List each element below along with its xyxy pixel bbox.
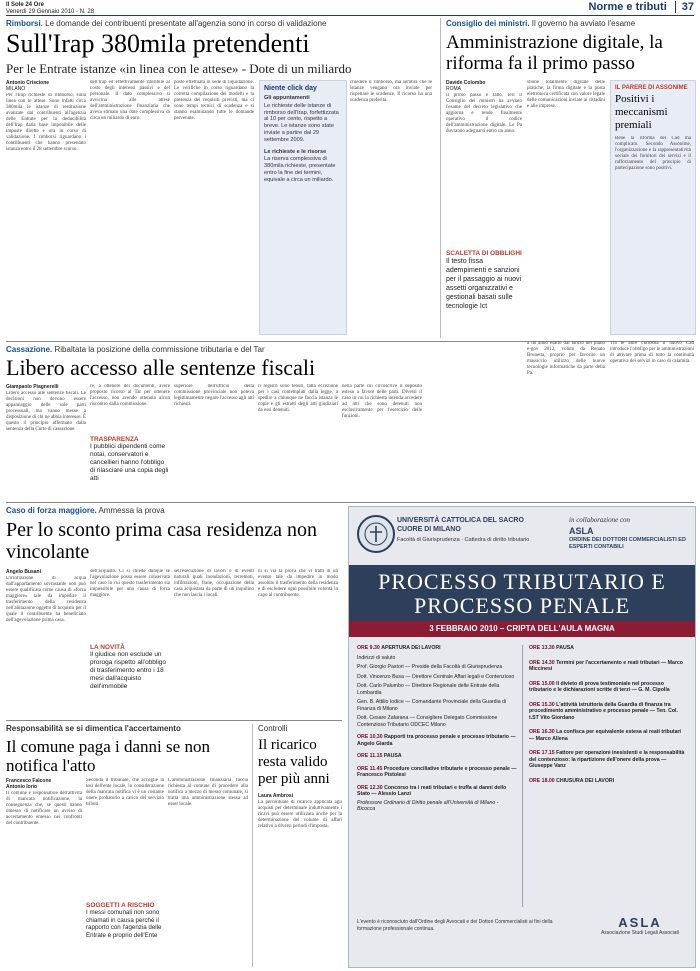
scaletta-text: Il testo fissa adempimenti e sanzioni per il passaggio ai nuovi assetti organizzativi e gestionali basati sulle tecnologie Ict xyxy=(446,258,522,310)
program-item: ORE 14.30 Termini per l'accertamento e reati tributari — Marco Miccinesi xyxy=(529,659,683,672)
irap-column-4: chiedere il rimborso, ma sembra che le istanze vengano ora inviate per rispettare le scadenze. Il ricorso ha una scadenza preferita. xyxy=(350,80,432,103)
program-divider xyxy=(522,645,523,907)
irap-column-3: poste effettuata in sede di liquidazione. Le verifiche in corso riguardano la corretta compilazione dei modelli e la presenza dei requisiti previsti, ma ci sono tempi tecnici di scadenza e si stanno esaminando tutte le domande pervenute. xyxy=(174,80,254,121)
parere-box xyxy=(610,80,696,335)
newspaper-name: Il Sole 24 Ore xyxy=(6,2,45,8)
cassazione-column-5: nella parte cui circoscrive il deposito esteso a favore delle parti. Diversi il caso in cui la richiesta intenda accedere ad atti che sono detenuti non esclusivamente per l'esercizio delle funzioni. xyxy=(342,384,422,419)
controlli-column: La percentuale di ricarico applicata agli acquisti per determinare induttivamente i ricavi può essere utilizzata anche per la determinazione del volume di affari relativo a diversi periodi d'imposta. xyxy=(258,800,342,829)
novita-box xyxy=(90,644,170,691)
primacasa-column-1: Un'infrazione di acqua dall'appartamento sovrastante non può essere qualificata come causa di «forza maggiore» tale da impedire il trasferimento della residenza nell'abitazione oggetto di acquisto per il quale il contribuente ha beneficiato dell'agevolazione prima casa. xyxy=(6,576,86,623)
comune-column-3: L'amministrazione finanziaria faccia richiesta al comune di procedere alla notifica a mezzo di messo comunale, si tratta una amministrazione stessa ad esser locale. xyxy=(168,778,248,807)
novita-title: LA NOVITÀ xyxy=(90,644,125,651)
irap-kicker-text: Le domande dei contribuenti presentate all'agenzia sono in corso di validazione xyxy=(45,19,327,28)
parere-text: Bene la riforma del Cad ma complicato. Secondo Assonime, l'organizzazione e la rappresentatività sociale dei fornitori dei servizi e il rafforzamento del principio di partecipazione sono positivi. xyxy=(615,136,691,171)
program-item: ORE 10.30 Rapporti tra processo penale e processo tributario — Angelo Giarda xyxy=(357,734,516,747)
irap-headline: Sull'Irap 380mila pretendenti xyxy=(6,29,310,58)
primacasa-column-2: dell'acquisto. Ci si chiede dunque se l'agevolazione possa essere conservata nel caso in cui questo trasferimento sia impossibile per una causa di forza maggiore. xyxy=(90,569,170,598)
program-item: ORE 15.00 Il divieto di prova testimoniale nel processo tributario e le dichiarazioni scritte di terzi — G. M. Cipolla xyxy=(529,680,670,693)
comune-column-2: Secondo il tribunale, che accoglie la tesi dell'ente locale, in considerazione della mancata notifica vi è un costante onere probatorio a carico del servizio tributi. xyxy=(86,778,164,807)
scaletta-title: SCALETTA DI OBBLIGHI xyxy=(446,250,522,257)
irap-author: Antonio Criscione xyxy=(6,80,50,86)
trasparenza-text: I pubblici dipendenti come notai, conservatori e cancellieri hanno l'obbligo di rilasciare una copia degli atti xyxy=(90,443,169,482)
sponsor-logo xyxy=(593,915,687,936)
primacasa-headline: Per lo sconto prima casa residenza non vincolante xyxy=(6,519,318,563)
irap-kicker-tag: Rimborsi. xyxy=(6,19,43,28)
program-item: ORE 9.30 APERTURA DEI LAVORI xyxy=(357,645,441,651)
soggetti-text: I messi comunali non sono chiamati in causa perché il rapporto con l'agenzia delle Entrate è proprio dell'Ente xyxy=(86,909,162,939)
program-item: ORE 12.30 Concorso tra i reati tributari e truffa ai danni dello Stato — Alessio Lanzi xyxy=(357,784,507,797)
header-rule xyxy=(6,15,694,16)
digitale-kicker-tag: Consiglio dei ministri. xyxy=(446,19,530,28)
cassazione-column-2: re, a ottenere dei documenti, avere proposto ricorso al Tar per ottenere l'accesso, non avendo ottenuto alcun riscontro dalla commissione. xyxy=(90,384,170,407)
program-item: Dott. Cesare Zafarana — Consigliere Delegato Commissione Contenzioso Tributario ODCEC Milano xyxy=(357,715,498,728)
faculty-name: Facoltà di Giurisprudenza · Cattedra di diritto tributario xyxy=(397,537,530,543)
program-item: Indirizzi di saluto xyxy=(357,654,396,661)
primacasa-kicker-tag: Caso di forza maggiore. xyxy=(6,506,97,515)
primacasa-kicker-text: Ammessa la prova xyxy=(98,506,165,515)
controlli-headline: Il ricarico resta valido per più anni xyxy=(258,737,330,787)
ad-footer-note: L'evento è riconosciuto dall'Ordine degli Avvocati e dei Dottori Commercialisti ai fini della formazione professionale continua. xyxy=(357,919,553,932)
program-item: Dott. Carlo Palumbo — Direttore Regionale delle Entrate della Lombardia xyxy=(357,683,500,696)
cassazione-column-4: ri registri sono tenuti, fatta eccezione per i casi contemplati dalla legge, a spedire a chiunque ne faccia istanza le copie e gli estratti degli atti giudiziari da essi detenuti. xyxy=(258,384,338,413)
right-program xyxy=(529,645,687,784)
section-title: Norme e tributi xyxy=(588,1,667,13)
program-item: ORE 11.15 PAUSA xyxy=(357,753,402,759)
sponsor-name: ASLA xyxy=(618,915,662,930)
cassazione-column-3: superiore dell'ufficio della commissione provinciale non poteva legittimamente negare l'accesso agli atti richiesti. xyxy=(174,384,254,407)
comune-headline: Il comune paga i danni se non notifica l'atto xyxy=(6,737,210,775)
cassazione-kicker-tag: Cassazione. xyxy=(6,345,53,354)
issue-date: Venerdì 29 Gennaio 2010 - N. 28 xyxy=(6,9,95,15)
novita-text: Il giudice non esclude un proroga rispetto all'obbligo di trasferimento entro i 18 mesi dall'acquisto dell'immobile xyxy=(90,651,167,690)
digitale-author: Davide Colombo xyxy=(446,80,486,86)
irap-sidebar-box xyxy=(259,80,347,335)
column-divider xyxy=(440,18,441,338)
comune-author: Francesco Falcone xyxy=(6,778,52,784)
digitale-kicker-text: Il governo ha avviato l'esame xyxy=(531,19,636,28)
conference-title-line-2: PROCESSO PENALE xyxy=(413,593,631,618)
comune-author-2: Antonio Iorio xyxy=(6,784,38,790)
program-item: ORE 11.45 Procedure conciliative tributarie e processo penale — Francesco Pistolesi xyxy=(357,765,517,778)
controlli-author: Laura Ambrosi xyxy=(258,793,294,799)
scaletta-box xyxy=(446,250,522,311)
irap-box-text-1: Le richieste delle istanze di rimborso dell'Irap, forfettizzata al 10 per cento, rispetto a breve. Le istanze sono state inviate a partire dal 29 settembre 2009. xyxy=(264,102,339,143)
collab-label: in collaborazione con xyxy=(569,516,631,524)
primacasa-column-4: ni si via la prova che vi tratti di un evento tale da impedire in modo assoluto il trasferimento della residenza e di escludere ogni possibile volontà in capo al contribuente. xyxy=(258,569,338,598)
section-divider-3 xyxy=(6,720,342,721)
controlli-kicker: Controlli xyxy=(258,724,288,733)
university-name: UNIVERSITÀ CATTOLICA DEL SACRO CUORE DI MILANO xyxy=(397,517,524,533)
parere-title: Positivi i meccanismi premiali xyxy=(615,93,668,131)
program-item: Professore Ordinario di Diritto penale all'Università di Milano - Bicocca xyxy=(357,799,499,812)
conference-advertisement xyxy=(348,506,696,968)
irap-column-2: dell'Irap ed effettivamente riferibile al costo degli interessi passivi e del personale. Il dato complessivo si avvicina alle attese dell'amministrazione finanziaria che aveva stimato una dote complessiva di circa un miliardo di euro. xyxy=(90,80,170,121)
conference-title-line-1: PROCESSO TRIBUTARIO E xyxy=(378,569,666,594)
digitale-column-1: Il primo passo è fatto. Ieri il Consiglio dei ministri ha avviato l'esame del decreto legislativo che aggiorna e rende finalmente operativo il codice dell'amministrazione digitale. Le Pa dovranno adeguarsi entro un anno. xyxy=(446,93,522,134)
irap-box-title: Niente click day xyxy=(264,85,317,92)
parere-tag: IL PARERE DI ASSONIME xyxy=(615,85,688,91)
irap-box-head-1: Gli appuntamenti xyxy=(264,95,310,101)
sponsor-subtitle: Associazione Studi Legali Associati xyxy=(600,930,680,936)
page-number: 37 xyxy=(675,1,694,13)
trasparenza-box xyxy=(90,436,170,483)
cassazione-kicker-text: Ribaltata la posizione della commissione tributaria e del Tar xyxy=(54,345,265,354)
program-item: ORE 15.30 L'attività istruttoria della Guardia di finanza tra procedimento amministrativo e processo penale — Ten. Col. t.ST Vito Giordano xyxy=(529,701,678,721)
cassazione-column-1: Libero accesso alle sentenze fiscali. Le decisioni non devono essere appannaggio delle sole parti processuali, ma vanno messe a disposizione di chi ne abbia interesse. È questo il principio affermato dalla sentenza della Corte di cassazione. xyxy=(6,391,86,432)
irap-city: MILANO xyxy=(6,86,26,92)
soggetti-title: SOGGETTI A RISCHIO xyxy=(86,902,155,909)
digitale-city: ROMA xyxy=(446,86,461,92)
section-header xyxy=(589,1,694,13)
program-item: ORE 17.15 Fattore per operazioni inesistenti e la responsabilità del contenzioso: la ripartizione dell'onere della prova — Giuseppe Vanz xyxy=(529,750,685,769)
program-item: Gen. B. Attilio Iodice — Comandante Provinciale della Guardia di Finanza di Milano xyxy=(357,699,507,712)
left-program xyxy=(357,645,517,813)
irap-box-text-2: La riserva complessiva di 380mila richieste, presentate entro la fine dei termini, equivale a circa un miliardo. xyxy=(264,156,336,183)
digitale-column-2: stione totalmente digitale delle pratiche, la firma digitale e la posta elettronica certificata con valore legale delle comunicazioni inviate ai cittadini e alle imprese. xyxy=(527,80,605,109)
primacasa-column-3: sell'esecuzione di lavori o di eventi naturali quali inondazioni, terremoti, infiltrazioni, frane, occupazione della casa acquistata da parte di un inquilino che non lascia i locali. xyxy=(174,569,254,598)
program-item: Dott. Vincenzo Busa — Direttore Centrale Affari legali e Contenzioso xyxy=(357,673,515,680)
soggetti-box xyxy=(86,902,164,939)
program-item: ORE 16.30 La confisca per equivalente estesa ai reati tributari — Marco Allena xyxy=(529,729,681,742)
comune-kicker: Responsabilità se si dimentica l'accertamento xyxy=(6,724,181,733)
irap-box-head-2: Le richieste e le risorse xyxy=(264,148,327,155)
cassazione-column-7: Tra le altre curiosità il nuovo Cad introduce l'obbligo per le amministrazioni di attivare prima di tutto la continuità operativa dei servizi in caso di calamità. xyxy=(610,341,694,364)
program-item: Prof. Giorgio Pastori — Preside della Facoltà di Giurisprudenza xyxy=(357,664,503,670)
irap-subtitle: Per le Entrate istanze «in linea con le attese» - Dote di un miliardo xyxy=(6,61,352,76)
digitale-kicker xyxy=(446,19,694,28)
primacasa-author: Angelo Busani xyxy=(6,569,42,575)
digitale-headline: Amministrazione digitale, la riforma fa il primo passo xyxy=(446,32,663,74)
partner-name: ASLA xyxy=(569,526,594,536)
newspaper-header xyxy=(6,2,94,16)
university-seal-icon xyxy=(357,515,395,553)
trasparenza-title: TRASPARENZA xyxy=(90,436,139,443)
cassazione-column-6: a un anno esatto dal lancio del piano e-gov 2012, voluto da Renato Brunetta, proprio per favorire un massiccio utilizzo delle nuove tecnologie informatiche da parte della Pa. xyxy=(527,341,605,376)
cassazione-headline: Libero accesso alle sentenze fiscali xyxy=(6,355,316,380)
program-item: ORE 13.30 PAUSA xyxy=(529,645,574,651)
irap-kicker xyxy=(6,19,436,28)
controlli-divider xyxy=(252,724,253,967)
cassazione-author: Giampaolo Piagnerelli xyxy=(6,384,59,390)
section-divider-2 xyxy=(6,502,694,503)
comune-column-1: Il comune è responsabile dell'attività di mancata notificazione, la conseguenza che, se questi hanno omesso di notificare un avviso di accertamento emesso nei confronti del contribuente. xyxy=(6,791,82,826)
conference-date-place: 3 FEBBRAIO 2010 – CRIPTA DELL'AULA MAGNA xyxy=(349,621,695,637)
partner-subtitle: ORDINE DEI DOTTORI COMMERCIALISTI ED ESPERTI CONTABILI xyxy=(569,537,686,550)
irap-column-1: Per l'Irap richieste di rimborso, sulla linea con le attese. Sono infatti circa 380mila le istanze di restituzione avanzate dai contribuenti all'agenzia delle Entrate per la deducibilità dell'Irap dalla base imponibile delle imposte dirette e ora in corso di validazione. I rimborsi riguardano i contribuenti che hanno presentato istanza entro il 28 settembre scorso. xyxy=(6,93,86,152)
conference-title-band xyxy=(349,565,695,621)
program-item: ORE 18.00 CHIUSURA DEI LAVORI xyxy=(529,777,615,784)
